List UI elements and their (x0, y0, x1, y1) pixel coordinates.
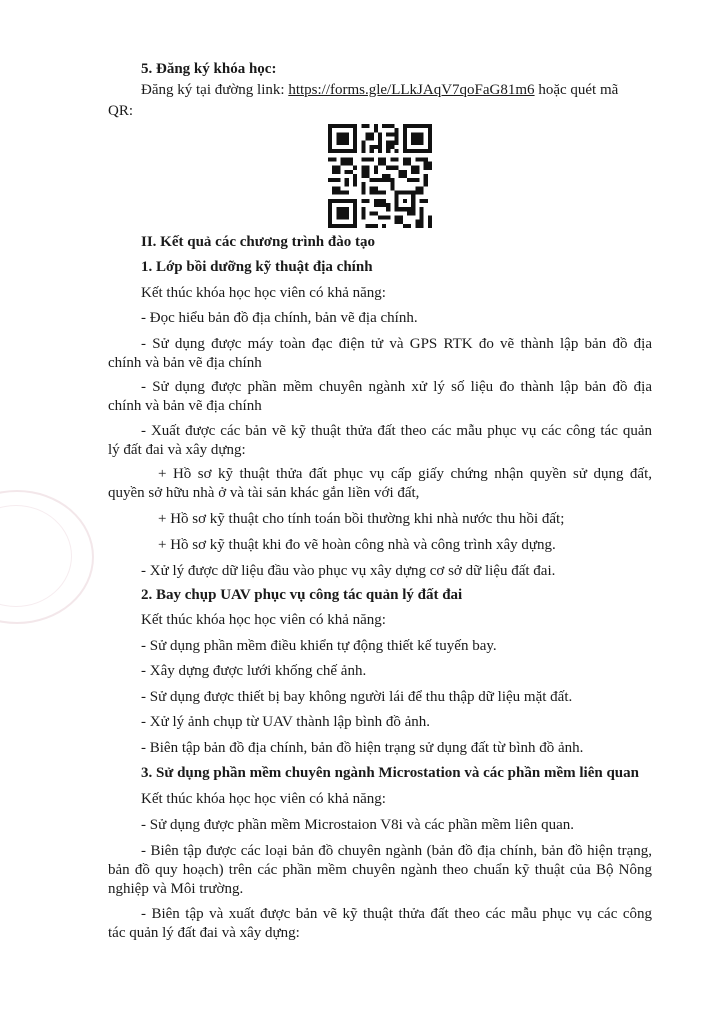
registration-suffix: hoặc quét mã (534, 82, 619, 98)
course3-intro: Kết thúc khóa học học viên có khả năng: (141, 791, 386, 807)
course2-intro: Kết thúc khóa học học viên có khả năng: (141, 612, 386, 628)
course2-item1: - Sử dụng phần mềm điều khiển tự động thiết kế tuyến bay. (141, 638, 497, 654)
course1-item5: - Xử lý được dữ liệu đầu vào phục vụ xây dựng cơ sở dữ liệu đất đai. (141, 563, 556, 579)
course3-item2-line2: bản đồ quy hoạch) trên các phần mềm chuyên ngành theo chuẩn kỹ thuật của Bộ Nông (108, 862, 652, 878)
course1-sub1-line1: + Hồ sơ kỹ thuật thửa đất phục vụ cấp giấy chứng nhận quyền sử dụng đất, (158, 466, 652, 482)
course1-item2-line1: - Sử dụng được máy toàn đạc điện tử và GPS RTK đo vẽ thành lập bản đồ địa (141, 336, 652, 352)
qr-code[interactable] (328, 124, 432, 228)
course1-item3-line2: chính và bản vẽ địa chính (108, 398, 262, 414)
qr-label: QR: (108, 103, 134, 119)
course2-item5: - Biên tập bản đồ địa chính, bản đồ hiện trạng sử dụng đất từ bình đồ ảnh. (141, 740, 584, 756)
course3-item2-line3: nghiệp và Môi trường. (108, 881, 244, 897)
course3-item1: - Sử dụng được phần mềm Microstaion V8i và các phần mềm liên quan. (141, 817, 574, 833)
registration-prefix: Đăng ký tại đường link: (141, 82, 289, 98)
course2-item2: - Xây dựng được lưới khống chế ảnh. (141, 663, 367, 679)
registration-line (141, 81, 652, 99)
course1-item2-line2: chính và bản vẽ địa chính (108, 355, 262, 371)
course1-sub3: + Hồ sơ kỹ thuật khi đo vẽ hoàn công nhà và công trình xây dựng. (158, 537, 556, 553)
course2-item4: - Xử lý ảnh chụp từ UAV thành lập bình đồ ảnh. (141, 714, 431, 730)
course1-sub1-line2: quyền sở hữu nhà ở và tài sản khác gắn liền với đất, (108, 485, 420, 501)
section-ii-heading: II. Kết quả các chương trình đào tạo (141, 234, 375, 250)
course2-heading: 2. Bay chụp UAV phục vụ công tác quản lý đất đai (141, 587, 463, 603)
course1-sub2: + Hồ sơ kỹ thuật cho tính toán bồi thường khi nhà nước thu hồi đất; (158, 511, 565, 527)
course1-item3-line1: - Sử dụng được phần mềm chuyên ngành xử lý số liệu đo thành lập bản đồ địa (141, 379, 652, 395)
registration-heading: 5. Đăng ký khóa học: (141, 61, 277, 77)
course3-heading: 3. Sử dụng phần mềm chuyên ngành Microstation và các phần mềm liên quan (141, 765, 639, 781)
course1-item4-line1: - Xuất được các bản vẽ kỹ thuật thửa đất theo các mẫu phục vụ các công tác quản (141, 423, 652, 439)
course3-item3-line1: - Biên tập và xuất được bản vẽ kỹ thuật thửa đất theo các mẫu phục vụ các công (141, 906, 652, 922)
course1-heading: 1. Lớp bồi dưỡng kỹ thuật địa chính (141, 259, 373, 275)
course3-item2-line1: - Biên tập được các loại bản đồ chuyên ngành (bản đồ địa chính, bản đồ hiện trạng, (141, 843, 652, 859)
course1-item4-line2: lý đất đai và xây dựng: (108, 442, 246, 458)
course2-item3: - Sử dụng được thiết bị bay không người lái để thu thập dữ liệu mặt đất. (141, 689, 573, 705)
course1-item1: - Đọc hiểu bản đồ địa chính, bản vẽ địa chính. (141, 310, 418, 326)
course1-intro: Kết thúc khóa học học viên có khả năng: (141, 285, 386, 301)
registration-link[interactable]: https://forms.gle/LLkJAqV7qoFaG81m6 (288, 82, 535, 98)
course3-item3-line2: tác quản lý đất đai và xây dựng: (108, 925, 300, 941)
